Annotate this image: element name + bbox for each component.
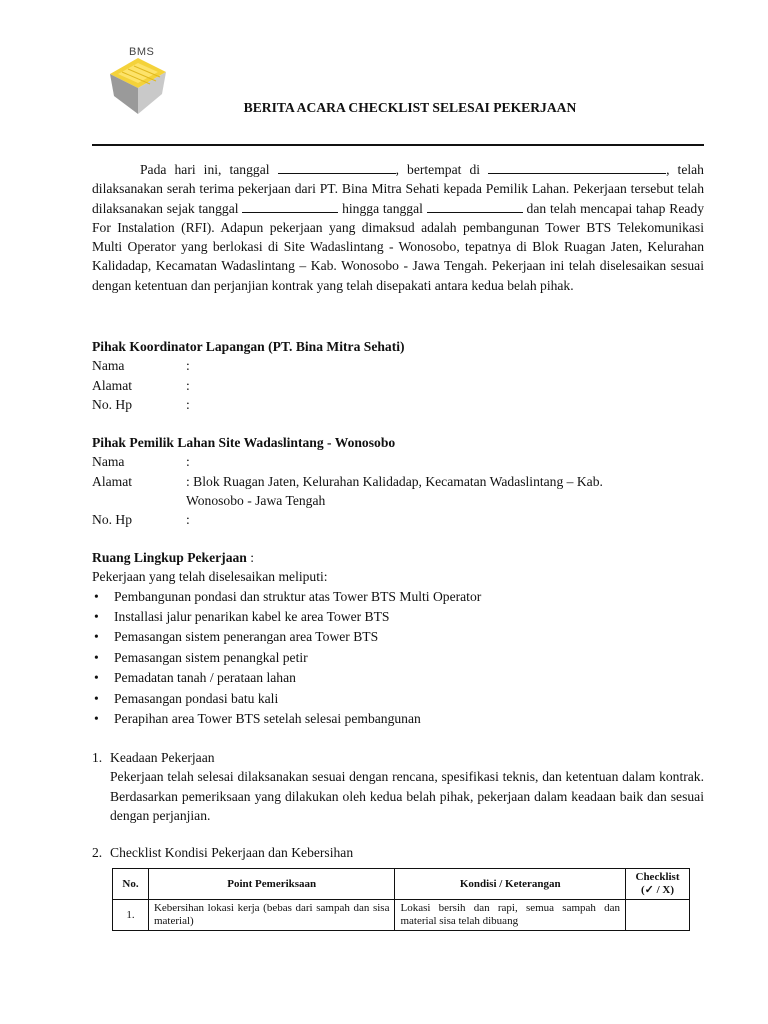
list-item: • Installasi jalur penarikan kabel ke area Tower BTS — [92, 607, 704, 627]
intro-text-3: , telah dilaksanakan serah terima pekerjaan dari PT. Bina Mitra Sehati kepada Pemilik Lahan. Pekerjaan tersebut telah dilaksanakan sejak tanggal — [92, 162, 704, 216]
field-value: : — [186, 358, 190, 374]
list-item: • Pemasangan sistem penerangan area Tower BTS — [92, 627, 704, 647]
cell-no: 1. — [113, 900, 149, 931]
field-label: Nama — [92, 454, 125, 470]
header-checklist — [626, 869, 690, 900]
intro-text-1: Pada hari ini, tanggal — [140, 162, 278, 177]
pemilik-alamat-row — [92, 472, 704, 511]
pemilik-section — [92, 433, 704, 529]
section-heading — [92, 843, 704, 862]
field-value: : — [186, 396, 190, 412]
list-item: • Pemadatan tanah / perataan lahan — [92, 668, 704, 688]
cell-kondisi: Lokasi bersih dan rapi, semua sampah dan material sisa telah dibuang — [395, 900, 626, 931]
section-body: Pekerjaan telah selesai dilaksanakan sesuai dengan rencana, spesifikasi teknis, dan ketentuan dalam kontrak. Berdasarkan pemeriksaan yang dilakukan oleh kedua belah pihak, pekerjaan dalam keadaan baik dan sesuai dengan perjanjian. — [110, 769, 704, 823]
start-date-blank[interactable] — [242, 200, 338, 213]
section-keadaan-pekerjaan — [92, 748, 704, 825]
checklist-table — [112, 868, 690, 931]
section-title: Checklist Kondisi Pekerjaan dan Kebersihan — [110, 845, 354, 860]
field-label: Alamat — [92, 473, 133, 489]
header-no: No. — [113, 869, 149, 900]
field-value: : — [186, 512, 190, 528]
title-divider — [92, 144, 704, 146]
section-title: Keadaan Pekerjaan — [110, 750, 215, 765]
scope-title-suffix: : — [246, 550, 255, 565]
scope-title: Ruang Lingkup Pekerjaan — [92, 550, 247, 565]
section-number: 1. — [92, 750, 103, 765]
field-label: Nama — [92, 358, 125, 374]
header-checklist-line2: (✓ / X) — [640, 884, 675, 896]
section-heading — [92, 748, 704, 767]
field-label: No. Hp — [92, 512, 133, 528]
alamat-line-2: Wonosobo - Jawa Tengah — [186, 492, 326, 508]
list-item: • Perapihan area Tower BTS setelah selesai pembangunan — [92, 709, 704, 729]
section-checklist — [92, 843, 704, 862]
scope-heading — [92, 548, 704, 567]
header-kondisi: Kondisi / Keterangan — [395, 869, 626, 900]
document-title: BERITA ACARA CHECKLIST SELESAI PEKERJAAN — [243, 100, 577, 115]
list-item: • Pemasangan sistem penangkal petir — [92, 648, 704, 668]
scope-section — [92, 548, 704, 729]
field-value — [186, 472, 704, 511]
date-blank[interactable] — [278, 161, 396, 174]
intro-text-2: , bertempat di — [395, 162, 489, 177]
location-blank[interactable] — [488, 161, 666, 174]
koordinator-alamat-row — [92, 376, 704, 395]
list-item: • Pembangunan pondasi dan struktur atas Tower BTS Multi Operator — [92, 587, 704, 607]
intro-text-4: hingga tanggal — [338, 200, 427, 216]
koordinator-section — [92, 337, 704, 414]
pemilik-hp-row — [92, 510, 704, 529]
koordinator-title: Pihak Koordinator Lapangan (PT. Bina Mitra Sehati) — [92, 339, 405, 354]
header-point: Point Pemeriksaan — [148, 869, 395, 900]
end-date-blank[interactable] — [427, 200, 523, 213]
scope-intro: Pekerjaan yang telah diselesaikan meliputi: — [92, 569, 328, 585]
table-row — [113, 900, 690, 931]
field-value: : — [186, 377, 190, 393]
table-header-row — [113, 869, 690, 900]
list-item: • Pemasangan pondasi batu kali — [92, 689, 704, 709]
pemilik-nama-row — [92, 452, 704, 471]
alamat-line-1: : Blok Ruagan Jaten, Kelurahan Kalidadap, Kecamatan Wadaslintang – Kab. — [186, 473, 603, 489]
field-label: No. Hp — [92, 396, 133, 412]
cell-checklist[interactable] — [626, 900, 690, 931]
cell-point: Kebersihan lokasi kerja (bebas dari sampah dan sisa material) — [148, 900, 395, 931]
intro-paragraph — [92, 160, 704, 295]
header-checklist-line1: Checklist — [635, 871, 680, 883]
koordinator-nama-row — [92, 356, 704, 375]
koordinator-hp-row — [92, 395, 704, 414]
logo-text: BMS — [129, 46, 155, 58]
scope-list — [92, 587, 704, 730]
pemilik-title: Pihak Pemilik Lahan Site Wadaslintang - Wonosobo — [92, 435, 396, 450]
field-value: : — [186, 454, 190, 470]
intro-text-5: dan telah mencapai tahap Ready For Instalation (RFI). Adapun pekerjaan yang dimaksud adalah pembangunan Tower BTS Telekomunikasi Multi Operator yang berlokasi di Site Wadaslintang - Wonosobo, tepatnya di Blok Ruagan Jaten, Kelurahan Kalidadap, Kecamatan Wadaslintang – Kab. Wonosobo - Jawa Tengah. Pekerjaan ini telah diselesaikan sesuai dengan ketentuan dan perjanjian kontrak yang telah disepakati antara kedua belah pihak. — [92, 200, 704, 293]
section-number: 2. — [92, 845, 103, 860]
field-label: Alamat — [92, 377, 133, 393]
